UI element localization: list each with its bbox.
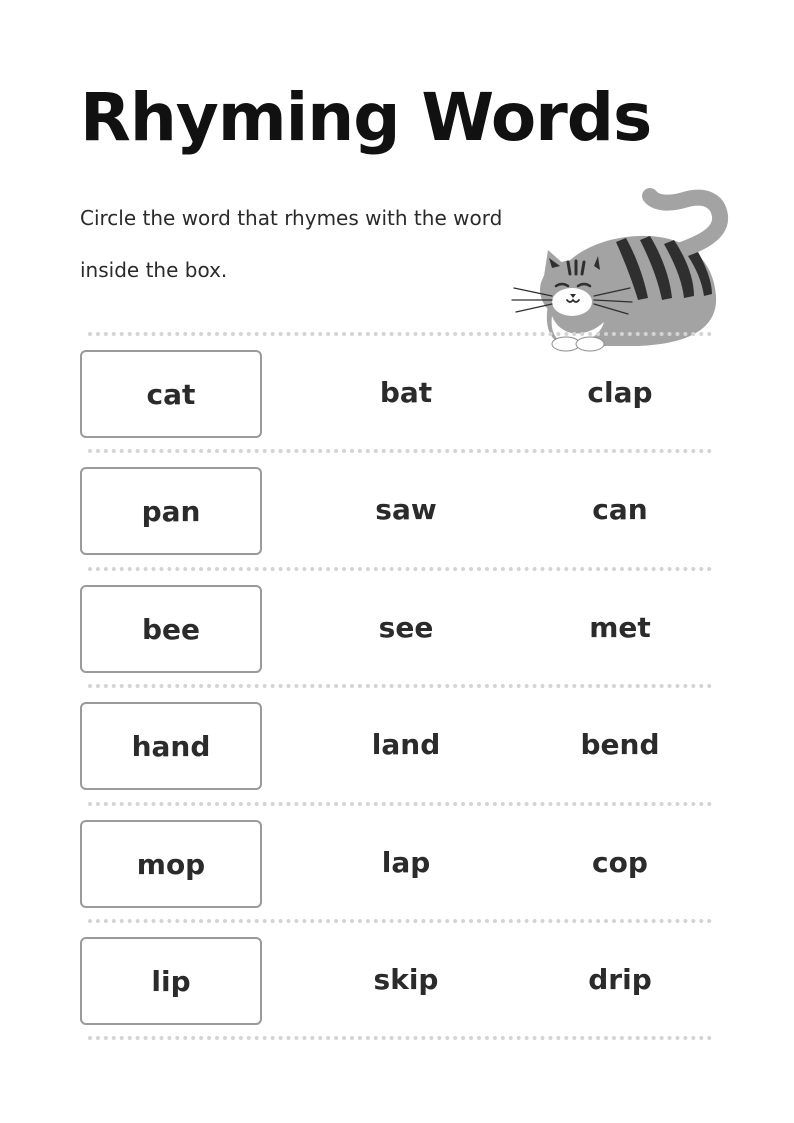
dotted-divider (88, 802, 712, 806)
dotted-divider (88, 449, 712, 453)
worksheet-row (80, 937, 720, 1025)
dotted-divider (88, 684, 712, 688)
dotted-divider (88, 919, 712, 923)
worksheet-row (80, 820, 720, 908)
answer-option[interactable] (336, 467, 476, 551)
worksheet-row (80, 585, 720, 673)
worksheet-row (80, 467, 720, 555)
option-word: see (378, 610, 434, 644)
target-word: cat (146, 377, 196, 411)
target-word-box (80, 467, 262, 555)
target-word-box (80, 585, 262, 673)
dotted-divider (88, 1036, 712, 1040)
sleeping-cat-icon (508, 186, 740, 354)
answer-option[interactable] (336, 937, 476, 1021)
target-word: hand (131, 729, 211, 763)
answer-option[interactable] (550, 702, 690, 786)
target-word-box (80, 702, 262, 790)
dotted-divider (88, 332, 712, 336)
target-word: pan (141, 494, 201, 528)
answer-option[interactable] (336, 820, 476, 904)
target-word: mop (136, 847, 206, 881)
option-word: can (592, 492, 648, 526)
answer-option[interactable] (550, 937, 690, 1021)
option-word: land (371, 727, 441, 761)
page-title: Rhyming Words (80, 79, 652, 156)
target-word-box (80, 937, 262, 1025)
option-word: skip (373, 962, 439, 996)
dotted-divider (88, 567, 712, 571)
target-word-box (80, 350, 262, 438)
answer-option[interactable] (550, 820, 690, 904)
answer-option[interactable] (550, 467, 690, 551)
target-word: lip (151, 964, 191, 998)
option-word: clap (587, 375, 653, 409)
answer-option[interactable] (550, 585, 690, 669)
option-word: drip (588, 962, 652, 996)
target-word-box (80, 820, 262, 908)
target-word: bee (141, 612, 201, 646)
option-word: cop (592, 845, 648, 879)
option-word: met (589, 610, 651, 644)
worksheet-row (80, 702, 720, 790)
option-word: bend (580, 727, 660, 761)
instructions-text: Circle the word that rhymes with the word inside the box. (80, 206, 503, 282)
option-word: bat (379, 375, 433, 409)
answer-option[interactable] (550, 350, 690, 434)
answer-option[interactable] (336, 702, 476, 786)
worksheet-row (80, 350, 720, 438)
answer-option[interactable] (336, 585, 476, 669)
option-word: lap (381, 845, 431, 879)
option-word: saw (375, 492, 437, 526)
answer-option[interactable] (336, 350, 476, 434)
